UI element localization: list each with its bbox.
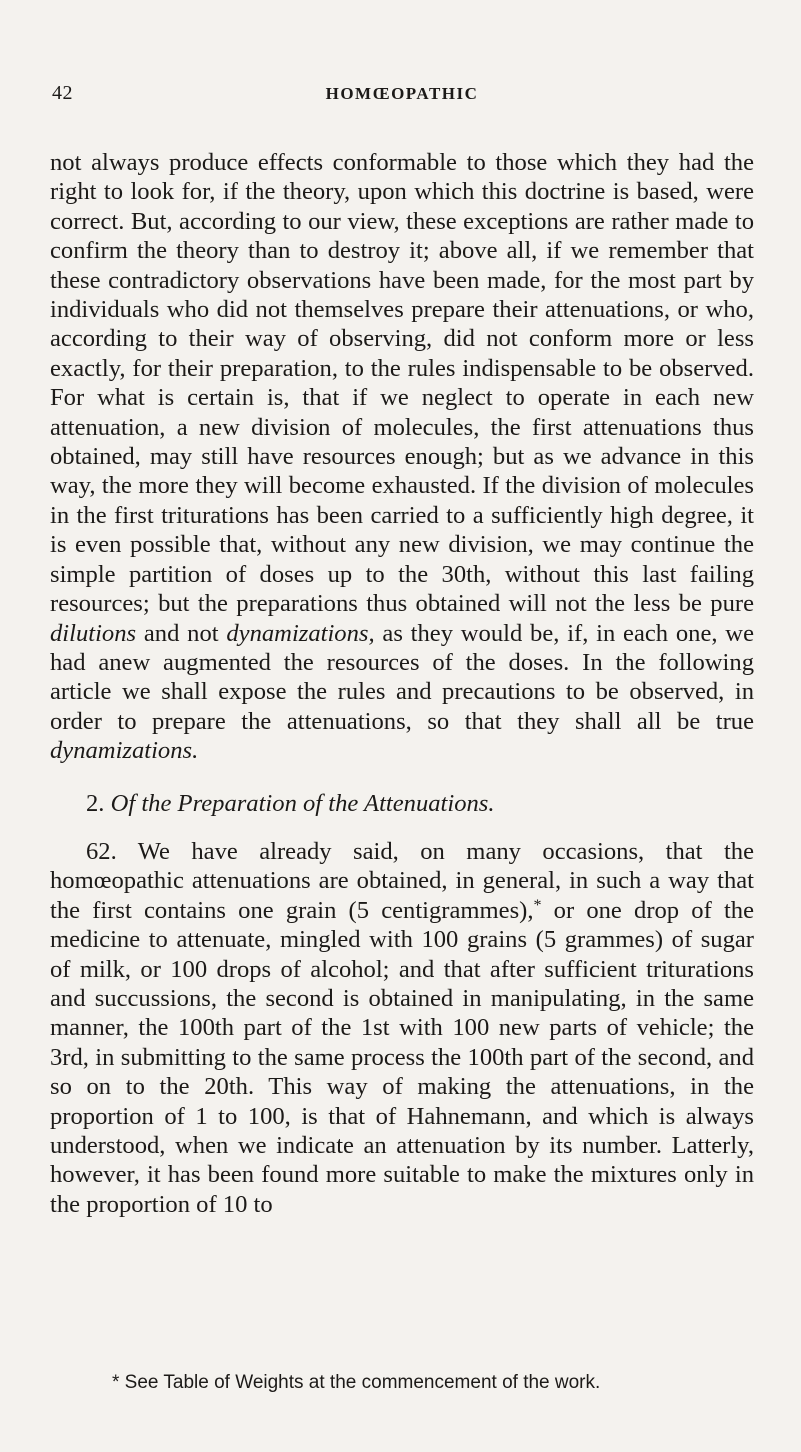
paragraph-continued xyxy=(50,148,754,766)
italic-term-dilutions: dilutions xyxy=(50,619,137,647)
paragraph-text: or one drop of the medicine to attenuate, mingled with 100 grains (5 grammes) of sugar of milk, or 100 drops of alcohol; and that after sufficient triturations and succussions, the second is obtained in manipulating, in the same manner, the 100th part of the 1st with 100 new parts of vehicle; the 3rd, in submitting to the same process the 100th part of the second, and so on to the 20th. This way of making the attenuations, in the proportion of 1 to 100, is that of Hahnemann, and which is always understood, when we indicate an attenuation by its number. Latterly, however, it has been found more suitable to make the mixtures only in the proportion of 10 to xyxy=(50,896,754,1218)
paragraph-text: as they would be, if, in each one, we had anew augmented the resources of the doses. In the following article we shall expose the rules and precautions to be observed, in order to prepare the attenuations, so that they shall all be true xyxy=(50,619,754,735)
section-heading xyxy=(50,789,754,818)
running-head: HOMŒOPATHIC xyxy=(325,84,479,103)
paragraph-text: not always produce effects conformable to those which they had the right to look for, if the theory, upon which this doctrine is based, were correct. But, according to our view, these exceptions are rather made to confirm the theory than to destroy it; above all, if we remember that these contradictory observations have been made, for the most part by individuals who did not themselves prepare their attenuations, or who, according to their way of observing, did not conform more or less exactly, for their preparation, to the rules indispensable to be observed. For what is certain is, that if we neglect to operate in each new attenuation, a new division of molecules, the first attenuations thus obtained, may still have resources enough; but as we advance in this way, the more they will become exhausted. If the division of molecules in the first triturations has been carried to a sufficiently high degree, it is even possible that, without any new division, we may continue the simple partition of doses up to the 30th, without this last failing resources; but the preparations thus obtained will not the less be pure xyxy=(50,149,754,618)
italic-term-dynamizations: dynamizations. xyxy=(50,737,199,765)
paragraph-62 xyxy=(50,837,754,1219)
section-number: 2. xyxy=(86,789,105,817)
paragraph-text: and not xyxy=(136,619,227,647)
footnote-marker: * xyxy=(533,896,542,914)
italic-term-dynamizations: dynamizations, xyxy=(226,619,375,647)
paragraph-text: 62. We have already said, on many occasions, that the homœopathic attenuations are obtained, in general, in such a way that the first contains one grain (5 centigrammes), xyxy=(50,837,754,924)
section-title: Of the Preparation of the Attenuations. xyxy=(110,789,495,817)
page-number: 42 xyxy=(52,82,73,104)
footnote: * See Table of Weights at the commencement of the work. xyxy=(112,1372,601,1393)
page-header xyxy=(52,82,752,106)
body-text xyxy=(50,148,754,1219)
